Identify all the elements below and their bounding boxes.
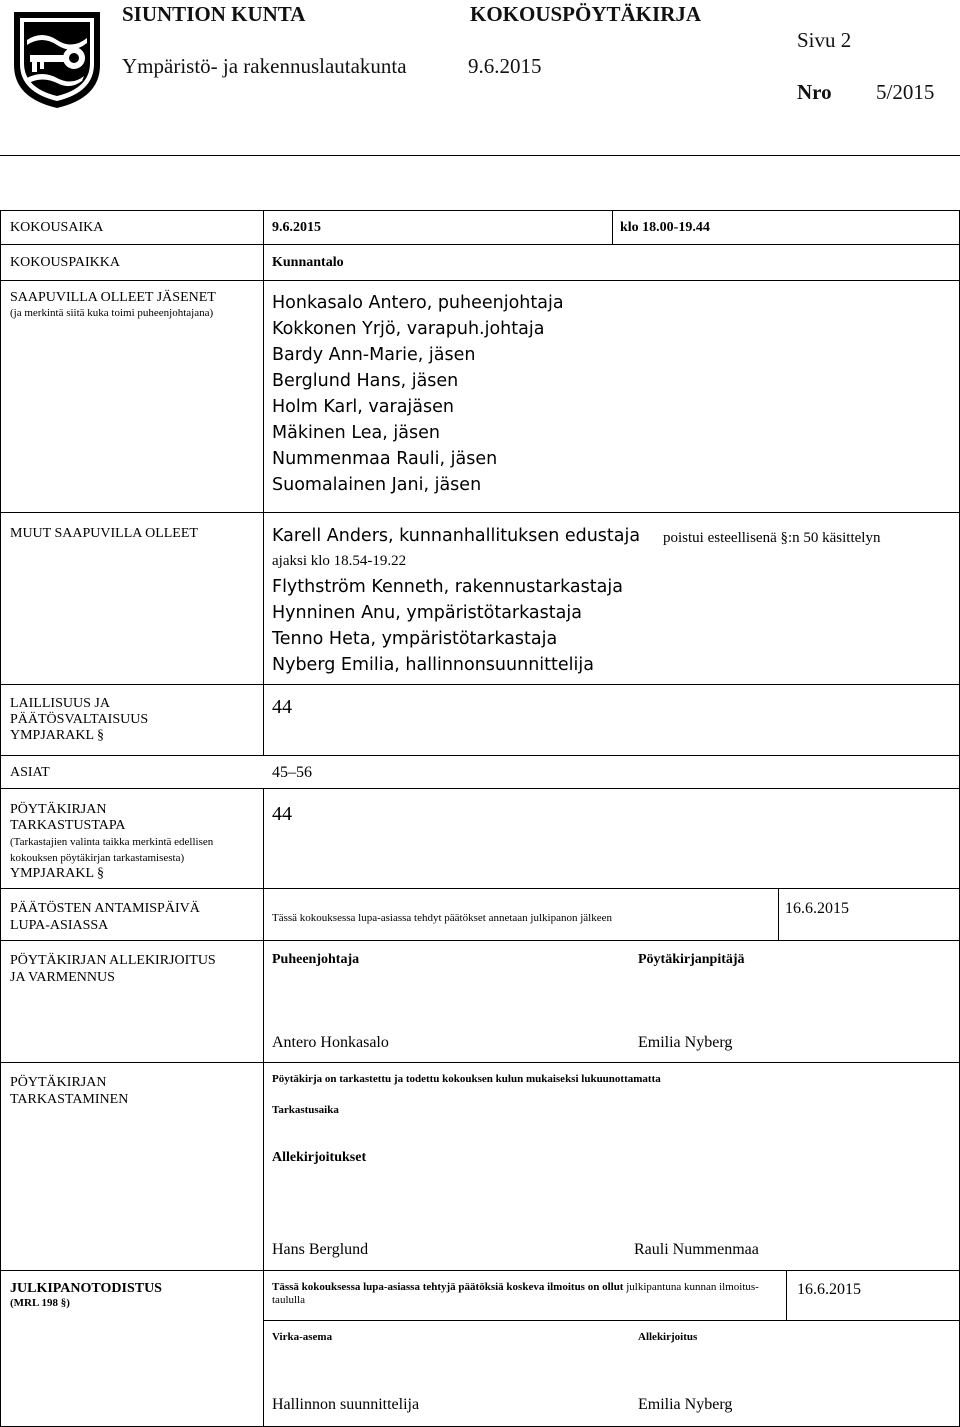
public-notice-text xyxy=(272,1281,759,1307)
notice-text: julkipantuna kunnan ilmoitus- xyxy=(626,1281,759,1293)
inspection-text: Pöytäkirja on tarkastettu ja todettu kokouksen kulun mukaiseksi lukuunottamatta xyxy=(272,1073,661,1085)
label-line: JULKIPANOTODISTUS xyxy=(10,1281,162,1296)
inspection-time-label: Tarkastusaika xyxy=(272,1104,339,1116)
municipal-crest-logo xyxy=(12,10,102,110)
meeting-time: klo 18.00-19.44 xyxy=(620,220,710,235)
list-item: Hynninen Anu, ympäristötarkastaja xyxy=(272,603,582,623)
inspection-label xyxy=(10,1074,128,1108)
list-item: Kokkonen Yrjö, varapuh.johtaja xyxy=(272,319,545,339)
secretary-name: Emilia Nyberg xyxy=(638,1034,733,1051)
place-label: KOKOUSPAIKKA xyxy=(10,255,120,270)
signature-value: Emilia Nyberg xyxy=(638,1396,733,1413)
list-item: Honkasalo Antero, puheenjohtaja xyxy=(272,293,564,313)
position-label: Virka-asema xyxy=(272,1331,333,1343)
inspection-method-value: 44 xyxy=(272,803,292,825)
table-border xyxy=(0,940,960,941)
public-notice-label xyxy=(10,1281,162,1311)
legality-label-line: YMPJARAKL § xyxy=(10,728,104,743)
label-line: TARKASTAMINEN xyxy=(10,1092,129,1107)
chair-name: Antero Honkasalo xyxy=(272,1034,389,1051)
page-number: Sivu 2 xyxy=(797,28,852,52)
label-line: LUPA-ASIASSA xyxy=(10,918,109,933)
label-line: JA VARMENNUS xyxy=(10,970,115,985)
members-label: SAAPUVILLA OLLEET JÄSENET xyxy=(10,290,216,305)
table-border xyxy=(0,512,960,513)
list-item: Berglund Hans, jäsen xyxy=(272,371,459,391)
list-item: Flythström Kenneth, rakennustarkastaja xyxy=(272,577,623,597)
signatures-label xyxy=(10,952,216,986)
others-first-name: Karell Anders, kunnanhallituksen edustaja xyxy=(272,526,641,546)
table-border xyxy=(0,684,960,685)
others-list xyxy=(272,574,623,678)
nro-label: Nro xyxy=(797,80,832,104)
table-border xyxy=(263,788,264,1427)
inspector-name-2: Rauli Nummenmaa xyxy=(634,1241,759,1258)
table-border xyxy=(0,1062,960,1063)
organization-name: SIUNTION KUNTA xyxy=(122,2,306,26)
nro-value: 5/2015 xyxy=(876,80,935,104)
chair-label: Puheenjohtaja xyxy=(272,952,360,967)
label-line: PÄÄTÖSTEN ANTAMISPÄIVÄ xyxy=(10,901,200,916)
document-type: KOKOUSPÖYTÄKIRJA xyxy=(470,2,702,26)
label-note: (MRL 198 §) xyxy=(10,1297,70,1309)
meeting-place: Kunnantalo xyxy=(272,255,344,270)
label-line: PÖYTÄKIRJAN xyxy=(10,1075,107,1090)
table-border xyxy=(0,755,960,756)
list-item: Suomalainen Jani, jäsen xyxy=(272,475,482,495)
decision-date-text: Tässä kokouksessa lupa-asiassa tehdyt päätökset annetaan julkipanon jälkeen xyxy=(272,912,612,924)
board-name: Ympäristö- ja rakennuslautakunta xyxy=(122,54,407,78)
legality-label-line: LAILLISUUS JA xyxy=(10,696,110,711)
table-border xyxy=(0,1270,960,1271)
table-border xyxy=(786,1270,787,1320)
label-note: (Tarkastajien valinta taikka merkintä edellisen xyxy=(10,836,214,848)
legality-label xyxy=(10,696,148,744)
label-note: kokouksen pöytäkirjan tarkastamisesta) xyxy=(10,852,185,864)
signature-label: Allekirjoitus xyxy=(638,1331,698,1343)
position-value: Hallinnon suunnittelija xyxy=(272,1396,420,1413)
table-border xyxy=(0,888,960,889)
others-first-note-2: ajaksi klo 18.54-19.22 xyxy=(272,553,407,569)
legality-value: 44 xyxy=(272,696,292,718)
list-item: Nummenmaa Rauli, jäsen xyxy=(272,449,498,469)
others-first-note: poistui esteellisenä §:n 50 käsittelyn xyxy=(663,530,881,546)
matters-label: ASIAT xyxy=(10,765,50,780)
public-notice-date: 16.6.2015 xyxy=(797,1281,861,1298)
table-border xyxy=(0,244,960,245)
list-item: Nyberg Emilia, hallinnonsuunnittelija xyxy=(272,655,594,675)
secretary-label: Pöytäkirjanpitäjä xyxy=(638,952,745,967)
inspector-name-1: Hans Berglund xyxy=(272,1241,369,1258)
label-line: TARKASTUSTAPA xyxy=(10,818,126,833)
meeting-date: 9.6.2015 xyxy=(272,220,321,235)
inspection-method-label xyxy=(10,802,213,882)
others-label: MUUT SAAPUVILLA OLLEET xyxy=(10,526,198,541)
decision-date-label xyxy=(10,900,200,934)
members-note: (ja merkintä siitä kuka toimi puheenjohtajana) xyxy=(10,307,214,319)
label-line: YMPJARAKL § xyxy=(10,866,104,881)
list-item: Bardy Ann-Marie, jäsen xyxy=(272,345,476,365)
decision-date-value: 16.6.2015 xyxy=(785,900,849,917)
header-divider xyxy=(0,155,960,156)
label-line: PÖYTÄKIRJAN ALLEKIRJOITUS xyxy=(10,953,216,968)
list-item: Tenno Heta, ympäristötarkastaja xyxy=(272,629,558,649)
table-border xyxy=(0,280,960,281)
header-date: 9.6.2015 xyxy=(468,54,542,78)
table-border xyxy=(0,210,960,211)
matters-value: 45–56 xyxy=(272,764,312,781)
inspection-signatures-label: Allekirjoitukset xyxy=(272,1150,367,1165)
table-border xyxy=(0,210,1,1427)
table-border xyxy=(612,210,613,244)
time-label: KOKOUSAIKA xyxy=(10,220,104,235)
notice-text-bold: Tässä kokouksessa lupa-asiassa tehtyjä päätöksiä koskeva ilmoitus on ollut xyxy=(272,1281,624,1293)
label-line: PÖYTÄKIRJAN xyxy=(10,802,107,817)
notice-text-line2: taululla xyxy=(272,1294,305,1306)
legality-label-line: PÄÄTÖSVALTAISUUS xyxy=(10,712,149,727)
members-list xyxy=(272,290,564,498)
table-border xyxy=(263,1320,960,1321)
table-border xyxy=(263,210,264,755)
list-item: Holm Karl, varajäsen xyxy=(272,397,454,417)
table-border xyxy=(778,888,779,940)
list-item: Mäkinen Lea, jäsen xyxy=(272,423,440,443)
table-border xyxy=(0,788,960,789)
